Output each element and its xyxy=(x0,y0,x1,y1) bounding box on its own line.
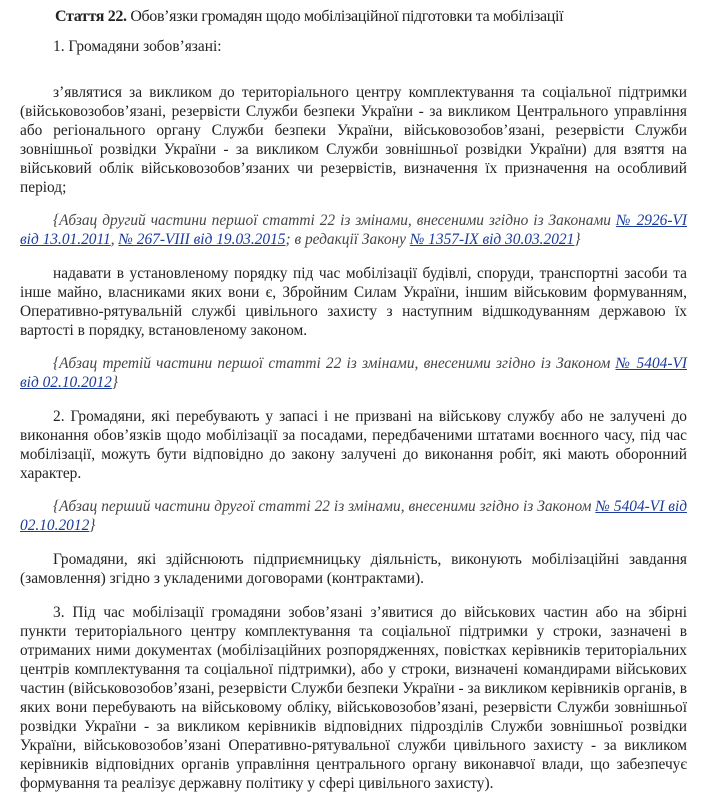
law-document xyxy=(0,7,701,792)
article-title: Обов’язки громадян щодо мобілізаційної підготовки та мобілізації xyxy=(130,8,564,25)
paragraph-1-intro: 1. Громадяни зобов’язані: xyxy=(53,38,222,55)
amendment-note-2 xyxy=(20,354,687,392)
paragraph-1-duty-property: надавати в установленому порядку під час мобілізації будівлі, споруди, транспортні засоби та інше майно, власниками яких вони є, Збройним Силам України, іншим військовим формуванням, Оперативно-рятувальній службі цивільного захисту з наступним відшкодуванням державою їх вартості в порядку, встановленому законом. xyxy=(20,265,687,339)
law-link-5404-vi[interactable]: № 5404-VI від 02.10.2012 xyxy=(20,355,687,391)
amendment-note-1 xyxy=(20,211,687,249)
note-text: ; в редакції Закону xyxy=(285,231,410,248)
note-text: Абзац другий частини першої статті 22 із змінами, внесеними згідно із Законами xyxy=(59,212,616,229)
note-brace-open: { xyxy=(53,355,60,372)
note-brace-close: } xyxy=(111,374,119,391)
article-number: Стаття 22. xyxy=(55,8,127,25)
note-brace-open: { xyxy=(53,498,60,515)
note-text: Абзац перший частини другої статті 22 із змінами, внесеними згідно із Законом xyxy=(59,498,596,515)
note-separator: , xyxy=(110,231,119,248)
note-brace-open: { xyxy=(53,212,60,229)
law-link-267-viii[interactable]: № 267-VIII від 19.03.2015 xyxy=(118,231,286,248)
paragraph-3-mobilization: 3. Під час мобілізації громадяни зобов’язані з’явитися до військових частин або на збірні пункти територіального центру комплектування та соціальної підтримки у строки, зазначені в отриманих ними документах (мобілізаційних розпорядженнях, повістках керівників територіальних центрів комплектування та соціальної підтримки), або у строки, визначені командирами військових частин (військовозобов’язані, резервісти Служби безпеки України - за викликом керівників органів, в яких вони перебувають на військовому обліку, військовозобов’язані, резервісти Служби зовнішньої розвідки України - за викликом керівників відповідних підрозділів Служби зовнішньої розвідки України, військовозобов’язані Оперативно-рятувальної служби цивільного захисту - за викликом керівників відповідних органів управління центрального органу виконавчої влади, що забезпечує формування та реалізує державну політику у сфері цивільного захисту). xyxy=(20,604,687,792)
note-text: Абзац третій частини першої статті 22 із змінами, внесеними згідно із Законом xyxy=(59,355,616,372)
paragraph-2-entrepreneurs: Громадяни, які здійснюють підприємницьку діяльність, виконують мобілізаційні завдання (замовлення) згідно з укладеними договорами (контрактами). xyxy=(20,551,687,587)
article-heading xyxy=(55,7,687,27)
paragraph-1-duty-appear: з’являтися за викликом до територіального центру комплектування та соціальної підтримки (військовозобов’язані, резервісти Служби безпеки України - за викликом Центрального управління або регіонального органу Служби безпеки України, військовозобов’язані, резервісти Служби зовнішньої розвідки України - за викликом Служби зовнішньої розвідки України) для взяття на військовий облік військовозобов’язаних чи резервістів, визначення їх призначення на особливий період; xyxy=(20,84,687,196)
paragraph-2-reserve: 2. Громадяни, які перебувають у запасі і не призвані на військову службу або не залучені до виконання обов’язків щодо мобілізації за посадами, передбаченими штатами воєнного часу, під час мобілізації, можуть бути відповідно до закону залучені до виконання робіт, які мають оборонний характер. xyxy=(20,408,687,482)
law-link-1357-ix[interactable]: № 1357-IX від 30.03.2021 xyxy=(409,231,575,248)
law-link-5404-vi[interactable]: № 5404-VI від 02.10.2012 xyxy=(20,498,688,534)
amendment-note-3 xyxy=(20,497,687,535)
note-brace-close: } xyxy=(574,231,581,248)
note-brace-close: } xyxy=(89,517,96,534)
law-link-2926-vi[interactable]: № 2926-VI від 13.01.2011 xyxy=(20,212,688,248)
